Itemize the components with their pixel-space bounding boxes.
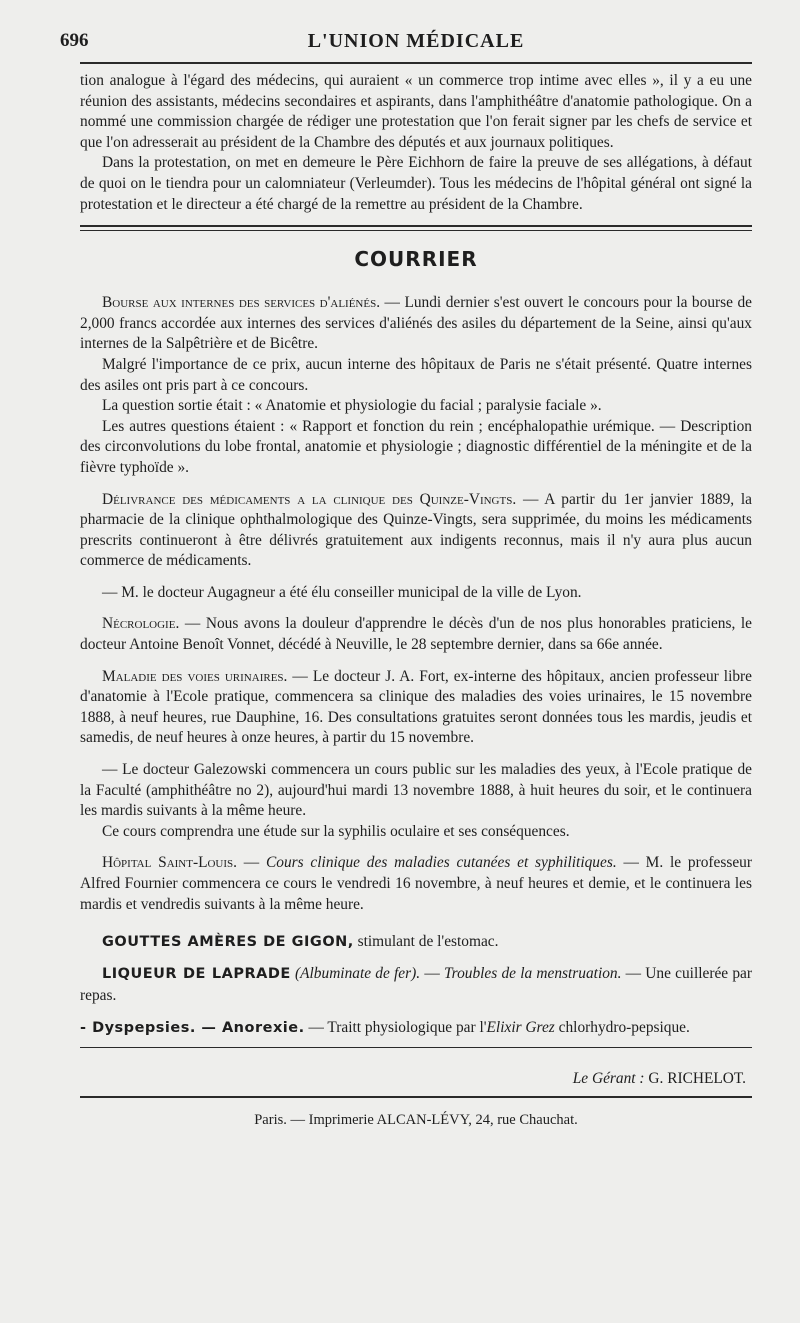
item-text: — Nous avons la douleur d'apprendre le décès d'un de nos plus honorables praticiens, le docteur Antoine Benoît Vonnet, décédé à Neuville, le 28 septembre dernier, dans sa 66e année. [80, 615, 752, 654]
item-text: — A partir du 1er janvier 1889, la pharmacie de la clinique ophthalmologique des Quinze-Vingts, sera supprimée, du moins les médicaments prescrits continueront à être délivrés gratuitement aux indigents reconnus, mais il n'y aura plus aucun commerce de médicaments. [80, 490, 752, 570]
item-text: — M. le professeur Alfred Fournier commencera ce cours le vendredi 16 novembre, à neuf heures et demie, et le continuera les mardis et vendredis suivants à la même heure. [80, 854, 752, 913]
item-heading: Nécrologie. [102, 615, 180, 633]
news-item [80, 614, 752, 655]
news-item [80, 293, 752, 355]
ad-dyspepsies: - Dyspepsies. — Anorexie. — Traitt physiologique par l'Elixir Grez chlorhydro-pepsique. [80, 1019, 690, 1037]
paragraph: tion analogue à l'égard des médecins, qui auraient « un commerce trop intime avec elles », il y a eu une réunion des assistants, médecins secondaires et aspirants, dans l'amphithéâtre d'anatomie pathologique. On a nommé une commission chargée de rédiger une protestation que l'on ferait signer par les chefs de service et que l'on adresserait au président de la Chambre des députés et aux journaux politiques. [80, 72, 752, 151]
news-item [80, 667, 752, 749]
page-header [60, 22, 752, 62]
header-rule [80, 62, 752, 64]
item-heading: Bourse aux internes des services d'aliénés. [102, 294, 381, 312]
item-text: — Le docteur J. A. Fort, ex-interne des hôpitaux, ancien professeur libre d'anatomie à l'Ecole pratique, commencera sa clinique des maladies des voies urinaires, le 15 novembre 1888, à neuf heures, rue Dauphine, 16. Des consultations gratuites seront données tous les mardis, jeudis et samedis, de neuf heures à onze heures, à partir du 15 novembre. [80, 667, 752, 747]
signature: Le Gérant : G. RICHELOT. [572, 1070, 746, 1088]
page-number: 696 [60, 30, 89, 51]
item-heading: Hôpital Saint-Louis. [102, 854, 238, 872]
section-divider [80, 225, 752, 231]
ad-gouttes: GOUTTES AMÈRES DE GIGON, stimulant de l'estomac. [102, 933, 499, 951]
item-heading: Délivrance des médicaments a la clinique des Quinze-Vingts. [102, 490, 517, 508]
advertisements [80, 931, 752, 1039]
bottom-divider [80, 1047, 752, 1048]
paragraph: Ce cours comprendra une étude sur la syphilis oculaire et ses conséquences. [102, 822, 570, 840]
newspaper-page [60, 22, 752, 1129]
item-heading: Maladie des voies urinaires. [102, 667, 288, 685]
footer-rule [80, 1096, 752, 1098]
paragraph: La question sortie était : « Anatomie et physiologie du facial ; paralysie faciale ». [102, 397, 602, 415]
paragraph: Dans la protestation, on met en demeure le Père Eichhorn de faire la preuve de ses allégations, à défaut de quoi on le tiendra pour un calomniateur (Verleumder). Tous les médecins de l'hôpital général ont signé la protestation et le directeur a été chargé de la remettre au président de la Chambre. [80, 154, 752, 213]
paragraph: Malgré l'importance de ce prix, aucun interne des hôpitaux de Paris ne s'était présenté. Quatre internes des asiles ont pris part à ce concours. [80, 355, 752, 394]
ad-liqueur: LIQUEUR DE LAPRADE (Albuminate de fer). — Troubles de la menstruation. — Une cuillerée par repas. [80, 965, 752, 1005]
courrier-section [80, 293, 752, 915]
news-item [80, 490, 752, 572]
top-article [80, 71, 752, 215]
section-title: COURRIER [354, 247, 478, 272]
course-title: Cours clinique des maladies cutanées et syphilitiques. [266, 854, 617, 872]
paragraph: Les autres questions étaient : « Rapport et fonction du rein ; encéphalopathie urémique. — Description des circonvolutions du lobe frontal, anatomie et physiologie ; diagnostic différentiel de la méningite et de la fièvre typhoïde ». [80, 417, 752, 476]
journal-title: L'UNION MÉDICALE [307, 30, 525, 52]
paragraph: — M. le docteur Augagneur a été élu conseiller municipal de la ville de Lyon. [102, 583, 582, 601]
paragraph: — Le docteur Galezowski commencera un cours public sur les maladies des yeux, à l'Ecole pratique de la Faculté (amphithéâtre no 2), aujourd'hui mardi 13 novembre 1888, à huit heures du soir, et le continuera les mardis suivants à la même heure. [80, 761, 752, 820]
printer-imprint: Paris. — Imprimerie ALCAN-LÉVY, 24, rue Chauchat. [254, 1112, 578, 1129]
item-text: — Lundi dernier s'est ouvert le concours pour la bourse de 2,000 francs accordée aux internes des services d'aliénés des asiles du département de la Seine, ainsi qu'aux internes de la Salpêtrière et de Bicêtre. [80, 294, 752, 353]
news-item: Hôpital Saint-Louis. — Cours clinique des maladies cutanées et syphilitiques. — M. le professeur Alfred Fournier commencera ce cours le vendredi 16 novembre, à neuf heures et demie, et le continuera les mardis et vendredis suivants à la même heure. [80, 854, 752, 913]
